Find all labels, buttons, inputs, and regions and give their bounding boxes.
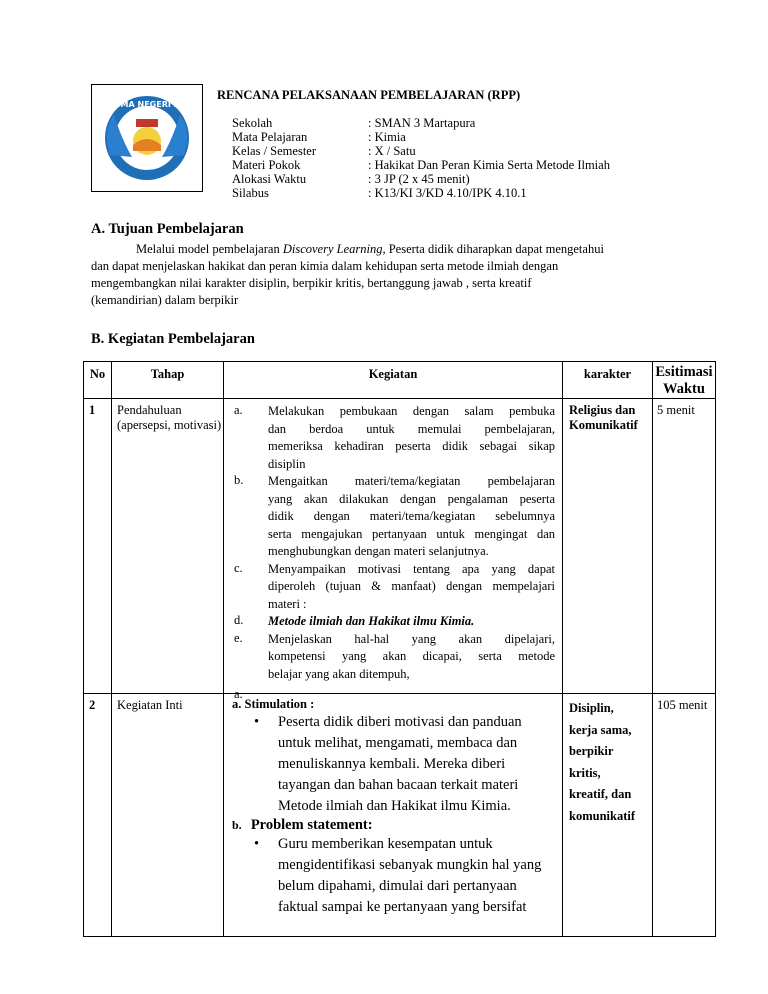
identity-value-materi: : Hakikat Dan Peran Kimia Serta Metode Ilmiah: [368, 158, 610, 172]
bullet-line: untuk melihat, mengamati, membaca dan: [278, 735, 518, 751]
para-line-1a: Melalui model pembelajaran: [136, 242, 283, 256]
row1-no: 1: [84, 399, 112, 694]
header-estimasi: Esitimasi Waktu: [653, 362, 716, 399]
item-line: Menyampaikan motivasi tentang apa yang dapat: [268, 561, 555, 576]
problem-heading-row: [232, 817, 562, 834]
item-mark: a.: [234, 687, 243, 701]
section-a-heading: A. Tujuan Pembelajaran: [91, 221, 244, 237]
identity-value-alokasi: : 3 JP (2 x 45 menit): [368, 172, 470, 186]
item-line: materi :: [268, 596, 307, 611]
item-line: Menjelaskan hal-hal yang akan dipelajari,: [268, 631, 555, 646]
item-line: Metode ilmiah dan Hakikat ilmu Kimia.: [268, 614, 475, 628]
identity-label-silabus: Silabus: [232, 186, 269, 200]
problem-mark: b.: [232, 818, 242, 832]
row2-kegiatan: [224, 694, 563, 937]
para-line-4: (kemandirian) dalam berpikir: [91, 293, 239, 307]
item-line: yang akan dilakukan dengan pengalaman peserta: [268, 491, 555, 506]
item-mark: c.: [234, 560, 243, 575]
bullet-line: Guru memberikan kesempatan untuk: [278, 836, 493, 852]
item-line: serta mengajukan pertanyaan untuk mengingat dan: [268, 526, 555, 541]
problem-heading: Problem statement:: [250, 817, 373, 833]
row2-no: 2: [84, 694, 112, 937]
item-line: Melakukan pembukaan dengan salam pembuka: [268, 404, 555, 418]
list-item: [224, 403, 562, 473]
bullet-line: tayangan dan bahan bacaan terkait materi: [278, 777, 519, 793]
school-logo-frame: [91, 84, 203, 192]
header-no: No: [84, 362, 112, 399]
row2-estimasi: 105 menit: [653, 694, 716, 937]
school-logo: [92, 85, 202, 191]
stimulation-bullet: [254, 712, 562, 817]
activity-table: [83, 361, 716, 937]
list-item: [224, 613, 562, 631]
list-item: [224, 561, 562, 614]
bullet-line: menuliskannya kembali. Mereka diberi: [278, 756, 506, 772]
karakter-line: berpikir: [569, 744, 614, 758]
item-mark: e.: [234, 630, 243, 645]
para-line-1b: , Peserta didik diharapkan dapat mengetahui: [382, 242, 604, 256]
para-line-2: dan dapat menjelaskan hakikat dan peran kimia dalam kehidupan serta metode ilmiah dengan: [91, 259, 559, 273]
item-line: disiplin: [268, 456, 306, 471]
table-row: [84, 399, 716, 694]
list-item: [224, 631, 562, 684]
row1-estimasi: 5 menit: [653, 399, 716, 694]
stimulation-heading: a. Stimulation :: [232, 697, 315, 711]
item-line: belajar yang akan ditempuh,: [268, 666, 410, 681]
item-line: memeriksa kehadiran peserta didik sebagai sikap: [268, 439, 555, 453]
row1-karakter: Religius dan Komunikatif: [563, 399, 653, 694]
logo-text: SMA NEGERI 3: [114, 100, 180, 109]
bullet-icon: •: [254, 714, 260, 730]
identity-label-sekolah: Sekolah: [232, 116, 273, 130]
row1-kegiatan: [224, 399, 563, 701]
item-mark: a.: [234, 403, 243, 417]
section-b-heading: B. Kegiatan Pembelajaran: [91, 331, 255, 347]
karakter-line: kreatif, dan: [569, 787, 632, 801]
row2-tahap: Kegiatan Inti: [112, 694, 224, 937]
identity-label-alokasi: Alokasi Waktu: [232, 172, 307, 186]
bullet-line: Metode ilmiah dan Hakikat ilmu Kimia.: [278, 798, 511, 814]
bullet-icon: •: [254, 836, 260, 852]
item-mark: d.: [234, 613, 244, 627]
para-method-name: Discovery Learning: [282, 242, 383, 256]
item-line: didik dengan materi/tema/kegiatan sebelumnya: [268, 509, 555, 523]
identity-value-sekolah: : SMAN 3 Martapura: [368, 116, 476, 130]
list-item: [224, 473, 562, 561]
bullet-line: belum dipahami, dimulai dari pertanyaan: [278, 878, 517, 894]
row1-tahap: Pendahuluan (apersepsi, motivasi): [112, 399, 224, 694]
para-line-3: mengembangkan nilai karakter disiplin, berpikir kritis, bertanggung jawab , serta kreatif: [91, 276, 532, 290]
item-line: kompetensi yang akan dicapai, serta metode: [268, 649, 555, 663]
header-tahap: Tahap: [112, 362, 224, 399]
header-kegiatan: Kegiatan: [224, 362, 563, 399]
identity-label-mapel: Mata Pelajaran: [232, 130, 308, 144]
identity-label-kelas: Kelas / Semester: [232, 144, 317, 158]
table-header-row: [84, 362, 716, 399]
item-line: menghubungkan dengan materi selanjutnya.: [268, 544, 489, 558]
identity-value-mapel: : Kimia: [368, 130, 406, 144]
item-line: diperoleh (tujuan & manfaat) dengan mempelajari: [268, 579, 555, 593]
item-line: Mengaitkan materi/tema/kegiatan pembelajaran: [268, 474, 555, 488]
item-line: dan berdoa untuk memulai pembelajaran,: [268, 421, 555, 436]
identity-value-silabus: : K13/KI 3/KD 4.10/IPK 4.10.1: [368, 186, 527, 200]
karakter-line: Disiplin,: [569, 701, 614, 715]
problem-bullet: [254, 834, 562, 918]
karakter-line: kritis,: [569, 765, 601, 780]
document-title: RENCANA PELAKSANAAN PEMBELAJARAN (RPP): [217, 88, 521, 102]
identity-value-kelas: : X / Satu: [368, 144, 416, 158]
table-row: [84, 694, 716, 937]
bullet-line: faktual sampai ke pertanyaan yang bersifat: [278, 899, 527, 915]
karakter-line: kerja sama,: [569, 722, 632, 737]
karakter-line: komunikatif: [569, 808, 635, 823]
bullet-line: mengidentifikasi sebanyak mungkin hal yang: [278, 857, 542, 873]
item-mark: b.: [234, 473, 244, 487]
bullet-line: Peserta didik diberi motivasi dan panduan: [278, 714, 522, 730]
section-a-paragraph: [91, 241, 711, 309]
row2-karakter: [563, 694, 653, 937]
header-karakter: karakter: [563, 362, 653, 399]
identity-label-materi: Materi Pokok: [232, 158, 301, 172]
